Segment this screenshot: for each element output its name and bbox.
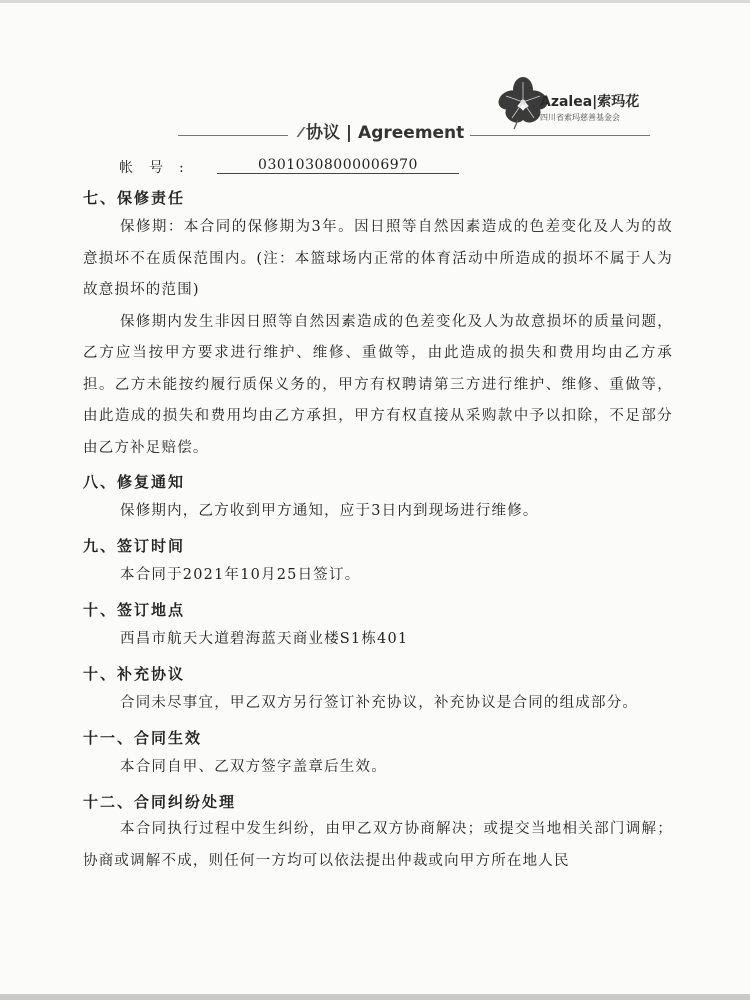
section-heading: 十二、合同纠纷处理 bbox=[83, 793, 237, 811]
header-rule-right bbox=[470, 135, 650, 136]
section-heading: 八、修复通知 bbox=[83, 473, 186, 491]
header-rule-tick bbox=[282, 127, 305, 137]
section-heading: 七、保修责任 bbox=[83, 189, 186, 207]
azalea-logo bbox=[492, 74, 662, 130]
section-signing-date bbox=[83, 532, 673, 592]
account-line bbox=[119, 157, 418, 177]
section-signing-place bbox=[83, 596, 673, 656]
account-number: 03010308000006970 bbox=[217, 157, 459, 174]
scan-edge-bottom bbox=[0, 994, 750, 1000]
section-heading: 九、签订时间 bbox=[83, 537, 186, 555]
section-heading: 十一、合同生效 bbox=[83, 729, 203, 747]
scan-edge-top bbox=[0, 0, 750, 3]
account-label: 帐号: bbox=[119, 160, 200, 176]
logo-brand-text: Azalea|索玛花 bbox=[540, 94, 640, 110]
section-paragraph: 保修期内发生非因日照等自然因素造成的色差变化及人为故意损坏的质量问题，乙方应当按甲方要求进行维护、维修、重做等，由此造成的损失和费用均由乙方承担。乙方未能按约履行质保义务的，甲方有权聘请第三方进行维护、维修、重做等，由此造成的损失和费用均由乙方承担，甲方有权直接从采购款中予以扣除，不足部分由乙方补足赔偿。 bbox=[83, 313, 673, 456]
section-paragraph: 合同未尽事宜，甲乙双方另行签订补充协议，补充协议是合同的组成部分。 bbox=[120, 695, 639, 711]
section-repair-notice bbox=[83, 468, 673, 528]
section-paragraph: 保修期内，乙方收到甲方通知，应于3日内到现场进行维修。 bbox=[120, 503, 539, 519]
section-heading: 十、签订地点 bbox=[83, 601, 186, 619]
page-title: 协议 | Agreement bbox=[306, 123, 465, 143]
section-effectiveness bbox=[83, 724, 673, 784]
section-heading: 十、补充协议 bbox=[83, 665, 186, 683]
section-paragraph: 本合同执行过程中发生纠纷，由甲乙双方协商解决；或提交当地相关部门调解；协商或调解不成，则任何一方均可以依法提出仲裁或向甲方所在地人民 bbox=[83, 821, 673, 869]
section-warranty bbox=[83, 184, 673, 464]
logo-foundation-text: 四川省索玛慈善基金会 bbox=[540, 113, 620, 122]
section-paragraph: 本合同于2021年10月25日签订。 bbox=[120, 567, 361, 583]
document-body bbox=[83, 184, 673, 881]
section-paragraph: 保修期：本合同的保修期为3年。因日照等自然因素造成的色差变化及人为的故意损坏不在质保范围内。(注：本篮球场内正常的体育活动中所造成的损坏不属于人为故意损坏的范围) bbox=[83, 219, 673, 298]
section-paragraph: 本合同自甲、乙双方签字盖章后生效。 bbox=[120, 759, 387, 775]
section-paragraph: 西昌市航天大道碧海蓝天商业楼S1栋401 bbox=[120, 631, 409, 647]
header-rule-left bbox=[178, 135, 288, 136]
section-supplementary bbox=[83, 660, 673, 720]
section-dispute bbox=[83, 788, 673, 877]
